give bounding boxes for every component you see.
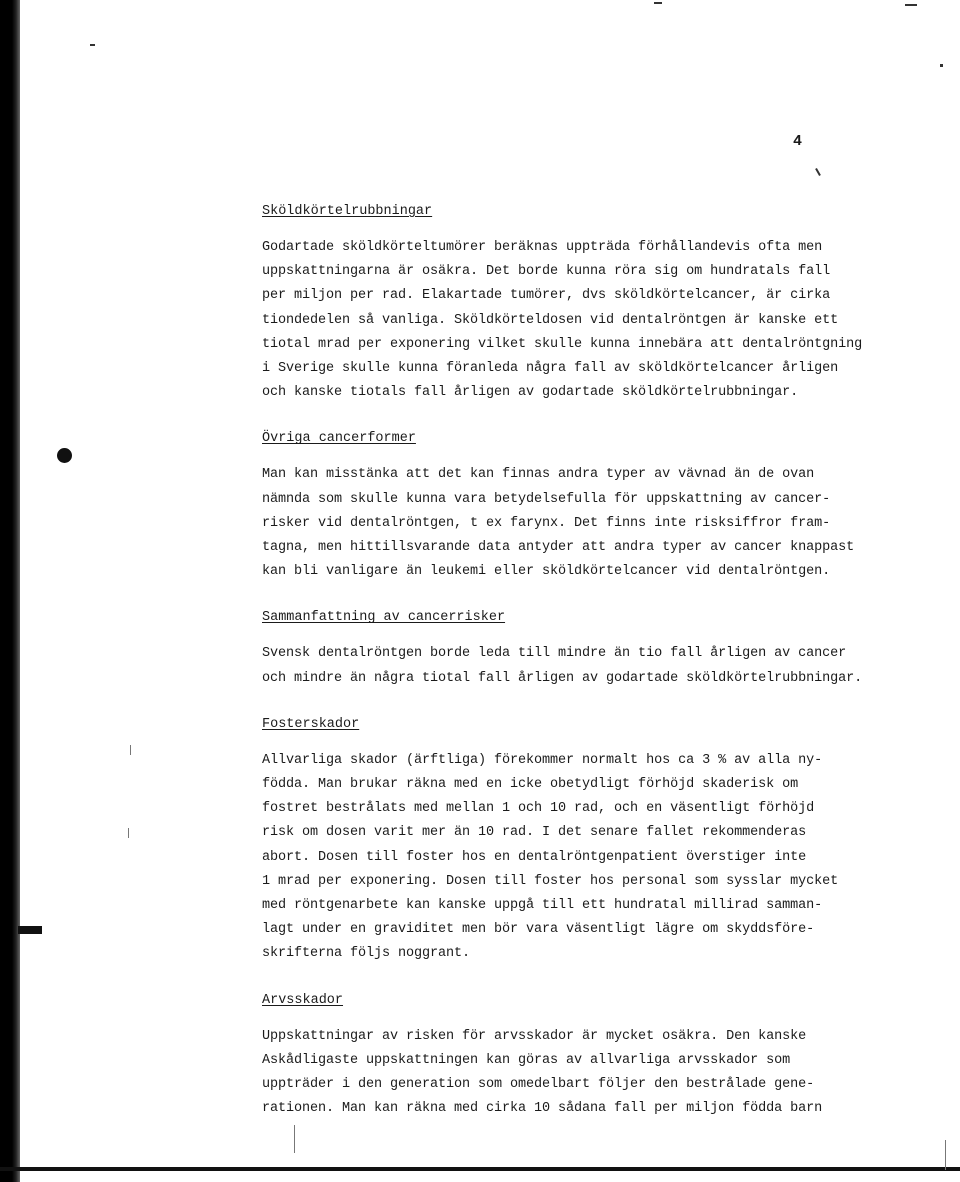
paragraph	[262, 236, 862, 405]
section-heading: Arvsskador	[262, 992, 344, 1008]
text-line: med röntgenarbete kan kanske uppgå till ett hundratal millirad samman-	[262, 898, 823, 914]
text-line: födda. Man brukar räkna med en icke obetydligt förhöjd skaderisk om	[262, 777, 799, 793]
text-line: och mindre än några tiotal fall årligen av godartade sköldkörtelrubbningar.	[262, 670, 863, 686]
section-hereditary-damage	[262, 989, 862, 1122]
scan-speck	[128, 828, 129, 838]
text-line: uppträder i den generation som omedelbart följer den bestrålade gene-	[262, 1077, 815, 1093]
text-line: Uppskattningar av risken för arvsskador är mycket osäkra. Den kanske	[262, 1028, 807, 1044]
text-line: fostret bestrålats med mellan 1 och 10 rad, och en väsentligt förhöjd	[262, 801, 815, 817]
scan-speck	[90, 44, 95, 46]
scan-speck	[130, 745, 131, 755]
section-thyroid-disorders	[262, 200, 862, 405]
section-heading: Övriga cancerformer	[262, 431, 416, 447]
section-heading: Sammanfattning av cancerrisker	[262, 610, 506, 626]
text-line: lagt under en graviditet men bör vara väsentligt lägre om skyddsföre-	[262, 922, 815, 938]
scan-speck	[905, 4, 917, 6]
document-body	[262, 200, 862, 1121]
text-line: i Sverige skulle kunna föranleda några fall av sköldkörtelcancer årligen	[262, 361, 839, 377]
paragraph	[262, 642, 862, 690]
section-heading: Fosterskador	[262, 716, 360, 732]
text-line: uppskattningarna är osäkra. Det borde kunna röra sig om hundratals fall	[262, 264, 831, 280]
scan-binding-edge	[0, 0, 20, 1182]
text-line: kan bli vanligare än leukemi eller sköldkörtelcancer vid dentalröntgen.	[262, 564, 831, 580]
scan-speck	[945, 1140, 946, 1170]
text-line: Allvarliga skador (ärftliga) förekommer normalt hos ca 3 % av alla ny-	[262, 752, 823, 768]
text-line: Svensk dentalröntgen borde leda till mindre än tio fall årligen av cancer	[262, 646, 847, 662]
scan-speck	[294, 1125, 295, 1153]
scan-bottom-edge	[0, 1167, 960, 1171]
paragraph	[262, 749, 862, 967]
text-line: tagna, men hittillsvarande data antyder att andra typer av cancer knappast	[262, 540, 855, 556]
text-line: Man kan misstänka att det kan finnas andra typer av vävnad än de ovan	[262, 467, 815, 483]
section-cancer-risk-summary	[262, 606, 862, 690]
scan-binding-notch	[18, 926, 42, 934]
text-line: Godartade sköldkörteltumörer beräknas uppträda förhållandevis ofta men	[262, 240, 823, 255]
section-heading: Sköldkörtelrubbningar	[262, 204, 433, 219]
text-line: tiotal mrad per exponering vilket skulle kunna innebära att dentalröntgning	[262, 336, 863, 352]
text-line: Askådligaste uppskattningen kan göras av allvarliga arvsskador som	[262, 1052, 791, 1068]
paragraph	[262, 1025, 862, 1122]
scan-speck	[654, 2, 662, 4]
text-line: risk om dosen varit mer än 10 rad. I det senare fallet rekommenderas	[262, 825, 807, 841]
text-line: och kanske tiotals fall årligen av godartade sköldkörtelrubbningar.	[262, 385, 799, 401]
text-line: abort. Dosen till foster hos en dentalröntgenpatient överstiger inte	[262, 849, 807, 865]
text-line: 1 mrad per exponering. Dosen till foster hos personal som sysslar mycket	[262, 873, 839, 889]
section-fetal-damage	[262, 713, 862, 967]
scan-speck	[815, 168, 821, 176]
text-line: risker vid dentalröntgen, t ex farynx. Det finns inte risksiffror fram-	[262, 515, 831, 531]
text-line: rationen. Man kan räkna med cirka 10 sådana fall per miljon födda barn	[262, 1101, 823, 1117]
section-other-cancers	[262, 427, 862, 584]
scan-speck	[940, 64, 943, 67]
paragraph	[262, 463, 862, 584]
text-line: nämnda som skulle kunna vara betydelsefulla för uppskattning av cancer-	[262, 491, 831, 507]
page-number: 4	[793, 133, 803, 150]
text-line: per miljon per rad. Elakartade tumörer, dvs sköldkörtelcancer, är cirka	[262, 288, 831, 304]
punch-hole-mark	[57, 448, 72, 463]
text-line: tiondedelen så vanliga. Sköldkörteldosen vid dentalröntgen är kanske ett	[262, 312, 839, 328]
text-line: skrifterna följs noggrant.	[262, 946, 471, 962]
